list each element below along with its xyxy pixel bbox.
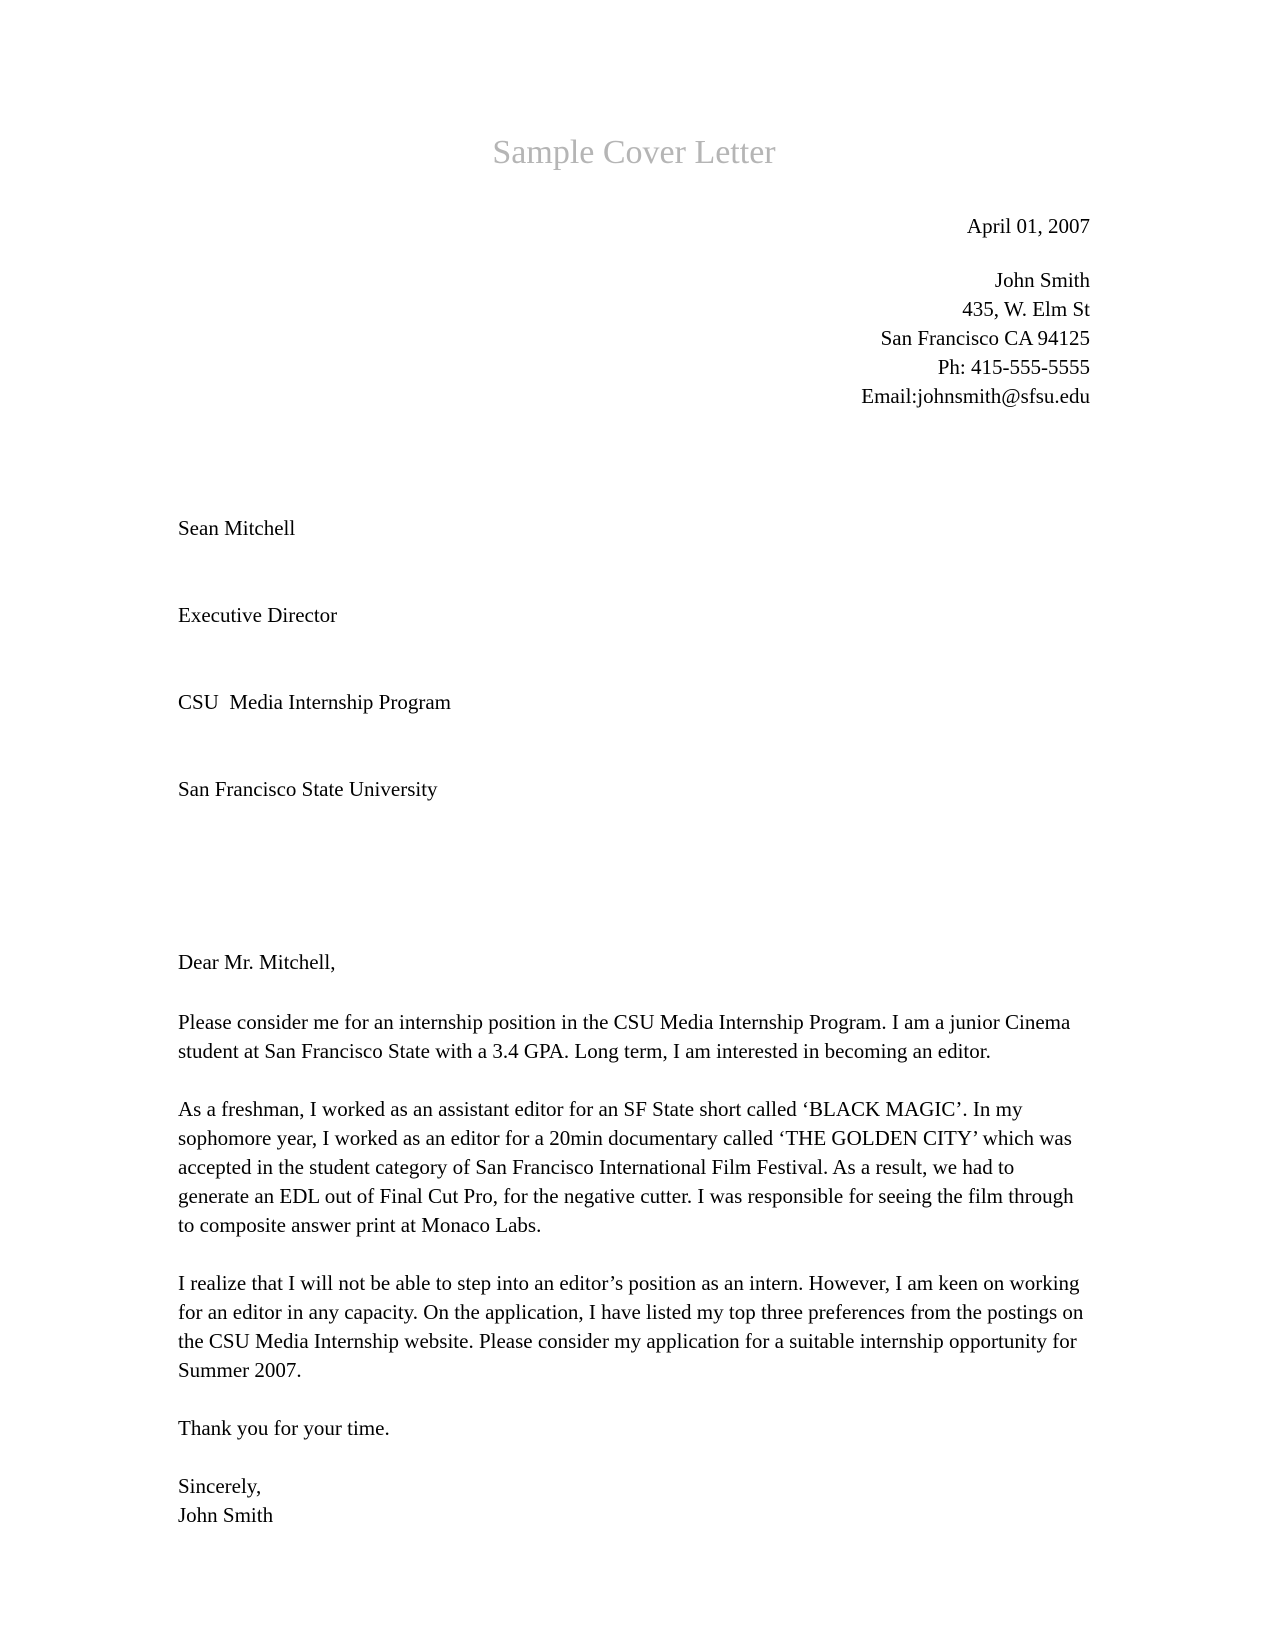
closing-word: Sincerely,	[178, 1474, 262, 1498]
salutation: Dear Mr. Mitchell,	[178, 950, 336, 974]
paragraph-experience: As a freshman, I worked as an assistant editor for an SF State short called ‘BLACK MAGIC’. In my sophomore year, I worked as an editor for a 20min documentary called ‘THE GOLDEN CITY’ which was accepted in the student category of San Francisco International Film Festival. As a result, we had to generate an EDL out of Final Cut Pro, for the negative cutter. I was responsible for seeing the film through to composite answer print at Monaco Labs.	[178, 1097, 1074, 1237]
sender-block	[178, 266, 1090, 411]
recipient-name: Sean Mitchell	[178, 516, 296, 540]
closing-block	[178, 1472, 1090, 1530]
sender-address: 435, W. Elm St	[962, 297, 1090, 321]
sender-phone: Ph: 415-555-5555	[937, 355, 1090, 379]
recipient-university: San Francisco State University	[178, 777, 438, 801]
paragraph-request: I realize that I will not be able to step into an editor’s position as an intern. However, I am keen on working for an editor in any capacity. On the application, I have listed my top three preferences from the postings on the CSU Media Internship website. Please consider my application for a suitable internship opportunity for Summer 2007.	[178, 1271, 1084, 1382]
letter-date: April 01, 2007	[966, 214, 1090, 238]
recipient-organization: CSU Media Internship Program	[178, 690, 451, 714]
signature-name: John Smith	[178, 1503, 274, 1527]
recipient-job-title: Executive Director	[178, 603, 338, 627]
thanks-line: Thank you for your time.	[178, 1416, 390, 1440]
sender-city: San Francisco CA 94125	[880, 326, 1090, 350]
recipient-block	[178, 456, 1090, 862]
sender-email: Email:johnsmith@sfsu.edu	[861, 384, 1090, 408]
paragraph-intro: Please consider me for an internship position in the CSU Media Internship Program. I am a junior Cinema student at San Francisco State with a 3.4 GPA. Long term, I am interested in becoming an editor.	[178, 1010, 1071, 1063]
page-title: Sample Cover Letter	[492, 134, 776, 171]
sender-name: John Smith	[994, 268, 1090, 292]
